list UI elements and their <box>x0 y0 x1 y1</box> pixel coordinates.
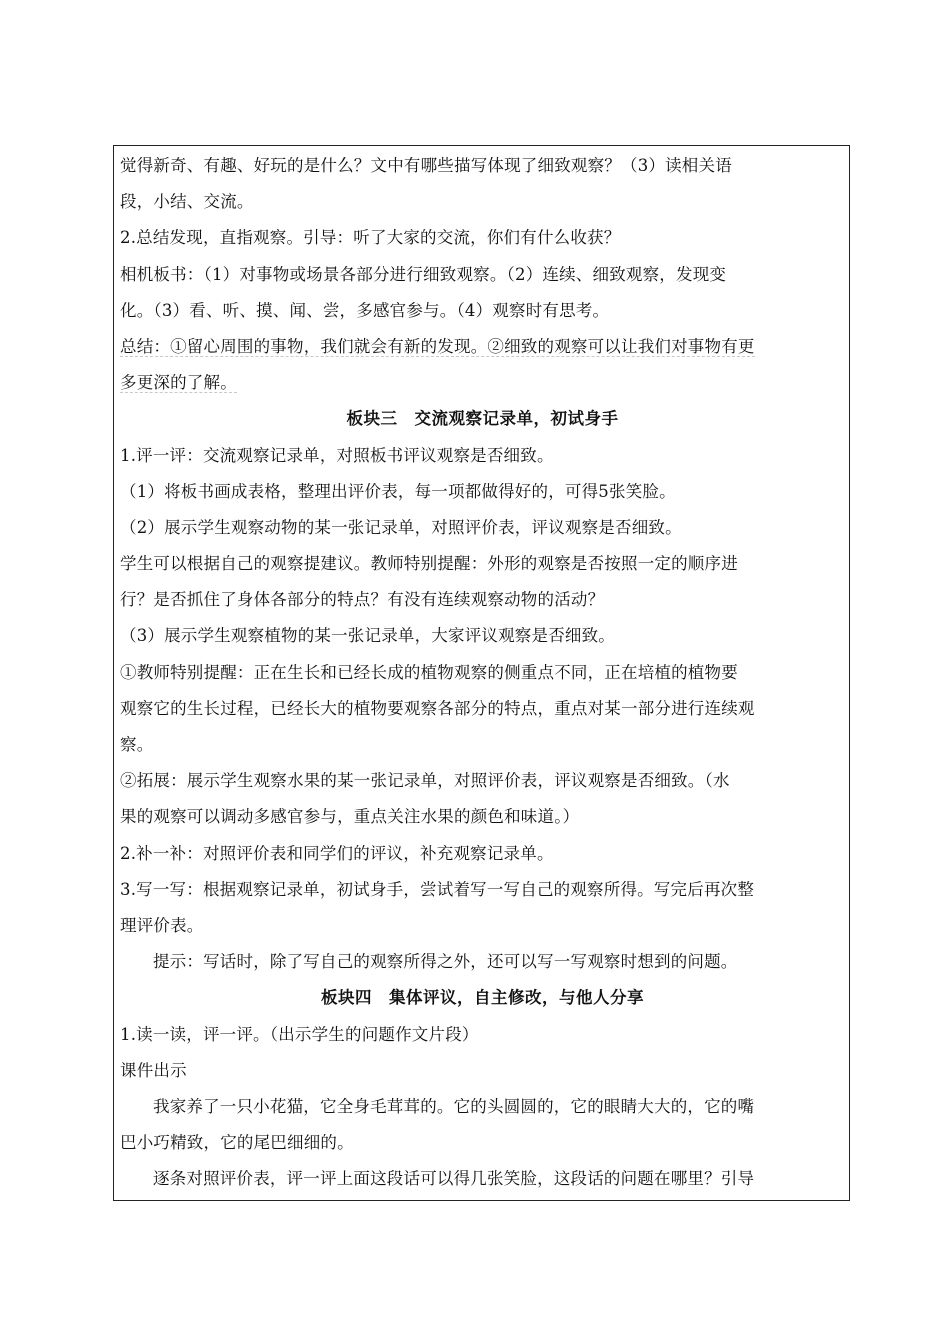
line-text: 3.写一写：根据观察记录单，初试身手，尝试着写一写自己的观察所得。写完后再次整 <box>120 879 755 899</box>
text-line <box>120 293 845 329</box>
text-line <box>120 799 845 835</box>
text-line <box>120 872 845 908</box>
text-line <box>120 1053 845 1089</box>
line-text: 巴小巧精致，它的尾巴细细的。 <box>120 1133 354 1153</box>
line-text: 总结：①留心周围的事物，我们就会有新的发现。②细致的观察可以让我们对事物有更 <box>120 336 755 356</box>
line-text: 提示：写话时，除了写自己的观察所得之外，还可以写一写观察时想到的问题。 <box>153 952 738 972</box>
lesson-text <box>120 148 845 1197</box>
line-text: ②拓展：展示学生观察水果的某一张记录单，对照评价表，评议观察是否细致。（水 <box>120 771 730 791</box>
text-line <box>120 836 845 872</box>
text-line <box>120 329 845 365</box>
line-text: 板块四 集体评议，自主修改，与他人分享 <box>321 988 644 1008</box>
line-text: 2.补一补：对照评价表和同学们的评议，补充观察记录单。 <box>120 843 554 863</box>
line-text: 我家养了一只小花猫，它全身毛茸茸的。它的头圆圆的，它的眼睛大大的，它的嘴 <box>153 1096 755 1116</box>
text-line <box>120 474 845 510</box>
text-line <box>120 546 845 582</box>
line-text: 逐条对照评价表，评一评上面这段话可以得几张笑脸，这段话的问题在哪里？引导 <box>153 1169 755 1189</box>
text-line <box>120 438 845 474</box>
line-text: 观察它的生长过程，已经长大的植物要观察各部分的特点，重点对某一部分进行连续观 <box>120 698 755 718</box>
text-line <box>120 908 845 944</box>
section-heading <box>120 401 845 437</box>
line-text: （3）展示学生观察植物的某一张记录单，大家评议观察是否细致。 <box>120 626 615 646</box>
line-text: 1.评一评：交流观察记录单，对照板书评议观察是否细致。 <box>120 445 554 465</box>
text-line <box>120 582 845 618</box>
text-line <box>120 655 845 691</box>
line-text: 板块三 交流观察记录单，初试身手 <box>346 409 619 429</box>
section-heading <box>120 980 845 1016</box>
line-text: 果的观察可以调动多感官参与，重点关注水果的颜色和味道。） <box>120 807 580 827</box>
text-line <box>120 691 845 727</box>
line-text: 相机板书：（1）对事物或场景各部分进行细致观察。（2）连续、细致观察，发现变 <box>120 264 727 284</box>
text-line <box>120 1017 845 1053</box>
line-text: ①教师特别提醒：正在生长和已经长成的植物观察的侧重点不同，正在培植的植物要 <box>120 662 738 682</box>
text-line <box>120 365 845 401</box>
line-text: 段，小结、交流。 <box>120 192 254 212</box>
text-line <box>120 1089 845 1125</box>
text-line <box>120 257 845 293</box>
line-text: （1）将板书画成表格，整理出评价表，每一项都做得好的，可得5张笑脸。 <box>120 481 676 501</box>
text-line <box>120 510 845 546</box>
line-text: 行？是否抓住了身体各部分的特点？有没有连续观察动物的活动？ <box>120 590 605 610</box>
lesson-table-cell <box>113 145 850 1201</box>
line-text: 多更深的了解。 <box>120 373 237 393</box>
text-line <box>120 944 845 980</box>
line-text: 觉得新奇、有趣、好玩的是什么？文中有哪些描写体现了细致观察？（3）读相关语 <box>120 156 732 175</box>
text-line <box>120 727 845 763</box>
text-line <box>120 618 845 654</box>
text-line <box>120 1161 845 1197</box>
line-text: 学生可以根据自己的观察提建议。教师特别提醒：外形的观察是否按照一定的顺序进 <box>120 554 738 574</box>
text-line <box>120 184 845 220</box>
line-text: 课件出示 <box>120 1060 187 1080</box>
text-line <box>120 220 845 256</box>
line-text: 理评价表。 <box>120 915 204 935</box>
line-text: 1.读一读，评一评。（出示学生的问题作文片段） <box>120 1024 479 1044</box>
text-line <box>120 1125 845 1161</box>
line-text: 化。（3）看、听、摸、闻、尝，多感官参与。（4）观察时有思考。 <box>120 300 610 320</box>
text-line <box>120 148 845 184</box>
line-text: 察。 <box>120 735 154 754</box>
line-text: （2）展示学生观察动物的某一张记录单，对照评价表，评议观察是否细致。 <box>120 517 682 537</box>
line-text: 2.总结发现，直指观察。引导：听了大家的交流，你们有什么收获？ <box>120 228 621 248</box>
text-line <box>120 763 845 799</box>
